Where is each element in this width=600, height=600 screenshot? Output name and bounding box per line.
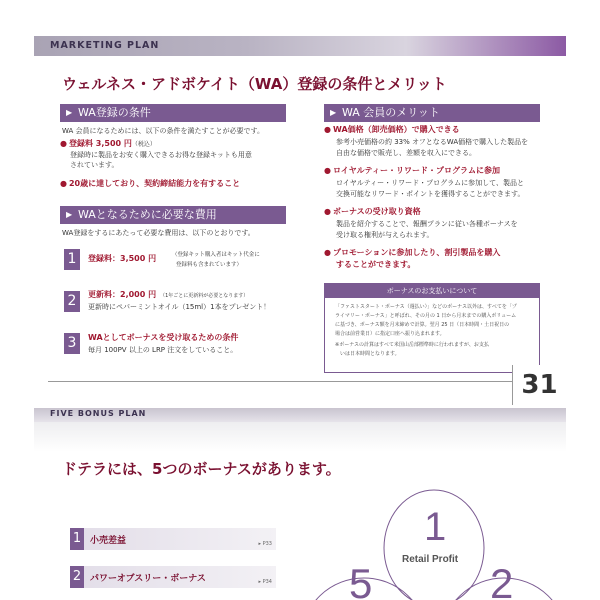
- merit-desc: 参考小売価格の約 33% オフとなるWA価格で購入した製品を: [336, 138, 529, 146]
- payment-heading: ボーナスのお支払いについて: [325, 284, 539, 298]
- merit-desc: 交換可能なリワード・ポイントを獲得することができます。: [336, 190, 525, 198]
- bullet-dot-icon: ●: [60, 179, 67, 188]
- cost-item-desc: 毎月 100PV 以上の LRP 注文をしていること。: [88, 346, 238, 354]
- bonus-petal-diagram: [294, 488, 564, 600]
- cost-item-number: 1: [64, 249, 80, 270]
- cost-item-title: 更新料：2,000 円 （1年ごとに更新料が必要となります）: [88, 290, 249, 299]
- cost-item-title: 登録料：3,500 円: [88, 254, 157, 263]
- merit-desc: ロイヤルティー・リワード・プログラムに参加して、製品と: [336, 179, 524, 187]
- five-bonus-plan-page: [34, 408, 566, 600]
- payment-line: に基づき、ボーナス額を月末締めで計算。翌月 25 日（日本時間・土日祝日の: [335, 322, 510, 328]
- conditions-intro: WA 会員になるためには、以下の条件を満たすことが必要です。: [62, 127, 264, 135]
- bonus-page-ref: ▸ P34: [258, 579, 272, 585]
- merit-item: ● ロイヤルティー・リワード・プログラムに参加: [324, 166, 500, 175]
- bullet-dot-icon: ●: [324, 248, 331, 257]
- marketing-plan-page: [34, 36, 566, 406]
- merit-desc: 製品を紹介することで、報酬プランに従い各種ボーナスを: [336, 220, 518, 228]
- header-shadow: [34, 422, 566, 452]
- cost-item-number: 2: [64, 291, 80, 312]
- page-title: ウェルネス・アドボケイト（WA）登録の条件とメリット: [62, 75, 447, 93]
- condition-fee-desc-1: 登録時に製品をお安く購入できるお得な登録キットも用意: [70, 151, 252, 159]
- payment-line: ※ボーナスの計算はすべて米国山岳部標準時に行われますが、お支払: [335, 342, 489, 348]
- triangle-icon: ▶: [66, 210, 73, 219]
- merits-heading: [324, 104, 540, 122]
- bonus-item: [70, 528, 276, 550]
- merit-item: ● プロモーションに参加したり、割引製品を購入: [324, 248, 501, 257]
- bullet-dot-icon: ●: [324, 166, 331, 175]
- costs-heading-text: WAとなるために必要な費用: [78, 208, 217, 221]
- merit-item: ● WA価格（卸売価格）で購入できる: [324, 125, 460, 134]
- costs-intro: WA登録をするにあたって必要な費用は、以下のとおりです。: [62, 229, 255, 237]
- condition-fee: ● 登録料 3,500 円（税込）: [60, 139, 156, 148]
- payment-line: いは日本時間となります。: [335, 351, 400, 357]
- bonus-label: パワーオブスリー・ボーナス: [90, 574, 206, 584]
- merit-desc-continued: することができます。: [336, 260, 416, 269]
- page-header-bar: [34, 408, 566, 422]
- page-divider: [48, 381, 524, 382]
- cost-item-note-2: 登録料も含まれています）: [176, 262, 243, 268]
- bullet-dot-icon: ●: [324, 207, 331, 216]
- merit-item: ● ボーナスの受け取り資格: [324, 207, 421, 216]
- condition-fee-desc-2: されています。: [70, 161, 119, 169]
- page-header-bar: [34, 36, 566, 56]
- payment-line: 場合は前営業日）に指定口座へ振り込まれます。: [335, 331, 445, 337]
- cost-item-title: WAとしてボーナスを受け取るための条件: [88, 333, 239, 342]
- page-number: 31: [512, 365, 566, 405]
- diagram-number: 5: [349, 560, 373, 600]
- bonus-number: 1: [70, 528, 84, 550]
- bullet-dot-icon: ●: [324, 125, 331, 134]
- diagram-center-label: Retail Profit: [402, 554, 459, 565]
- cost-item-number: 3: [64, 333, 80, 354]
- payment-info-box: [324, 283, 540, 373]
- page-header-label: MARKETING PLAN: [50, 40, 160, 51]
- merit-desc: 自由な価格で販売し、差額を収入にできる。: [336, 149, 476, 157]
- condition-age: ● 20歳に達しており、契約締結能力を有すること: [60, 179, 241, 188]
- merits-heading-text: WA 会員のメリット: [342, 106, 440, 119]
- costs-heading: [60, 206, 286, 224]
- bonus-page-ref: ▸ P33: [258, 541, 272, 547]
- merit-desc: 受け取る権利が与えられます。: [336, 231, 434, 239]
- cost-item-note-1: （登録キット購入者はキット代金に: [172, 252, 260, 258]
- triangle-icon: ▶: [330, 108, 337, 117]
- bonus-number: 2: [70, 566, 84, 588]
- diagram-number: 1: [424, 505, 447, 549]
- triangle-icon: ▶: [66, 108, 73, 117]
- bullet-dot-icon: ●: [60, 139, 67, 148]
- conditions-heading: [60, 104, 286, 122]
- payment-line: ライマリー・ボーナス」と呼ばれ、その月の 1 日から月末までの購入ボリューム: [335, 313, 517, 319]
- payment-line: 「ファストスタート・ボーナス（週払い）」などのボーナス以外は、すべてを「プ: [335, 304, 517, 310]
- page-header-label: FIVE BONUS PLAN: [50, 409, 147, 418]
- diagram-number: 2: [490, 560, 514, 600]
- cost-item-desc: 更新時にペパーミントオイル（15ml）1本をプレゼント！: [88, 303, 271, 311]
- bonus-item: [70, 566, 276, 588]
- bonus-label: 小売差益: [90, 536, 127, 546]
- page-title: ドテラには、5つのボーナスがあります。: [62, 460, 341, 478]
- conditions-heading-text: WA登録の条件: [78, 106, 151, 119]
